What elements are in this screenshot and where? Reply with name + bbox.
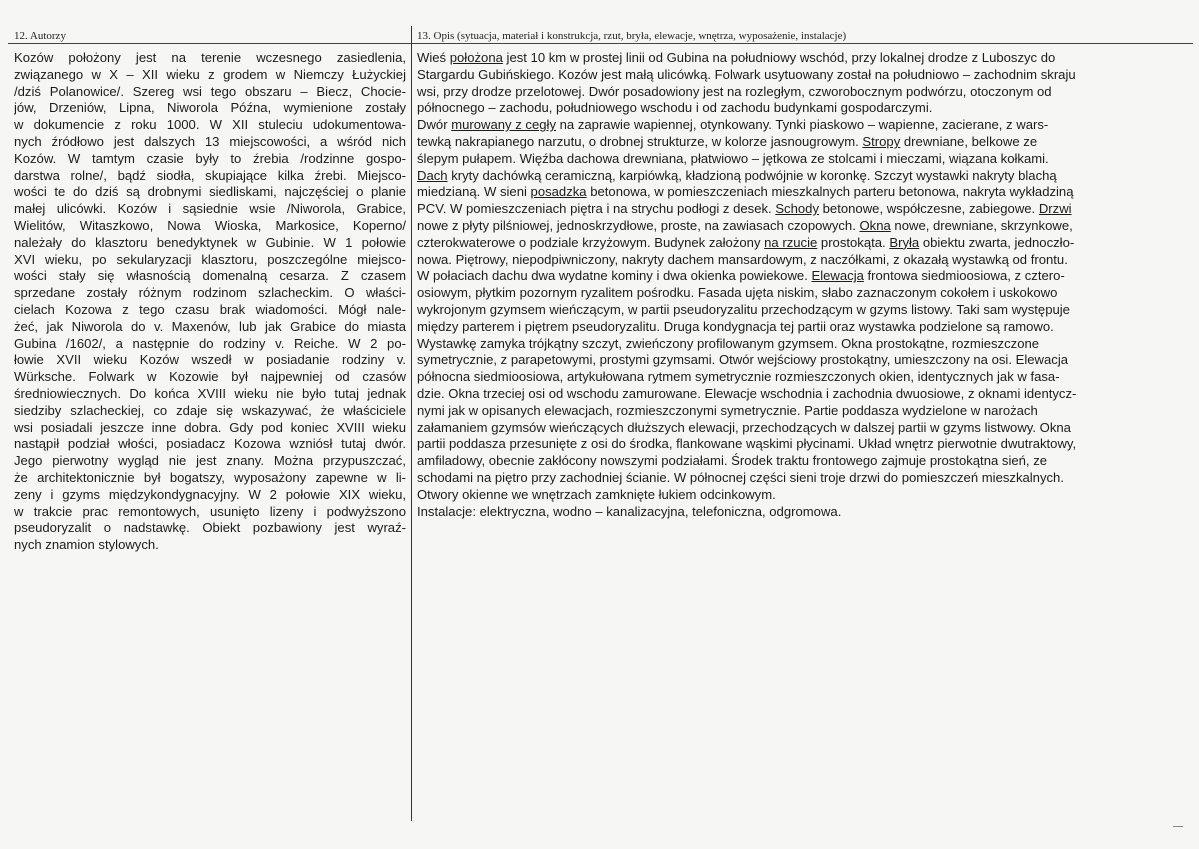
description-text-line — [417, 319, 1137, 336]
description-text-line — [417, 436, 1137, 453]
underlined-keyword: Schody — [775, 201, 820, 217]
header-rule — [8, 43, 1193, 44]
description-text-line — [417, 420, 1137, 437]
description-text-line — [417, 352, 1137, 369]
text-segment: symetrycznie, z parapetowymi, prostymi gzymsami. Otwór wejściowy prostokątny, umieszczony na osi. Elewacja — [417, 352, 1069, 368]
description-text-line — [417, 403, 1137, 420]
scan-mark — [1173, 826, 1183, 827]
text-segment: wykrojonym gzymsem wieńczącym, w partii pseudoryzalitu przechodzącym w gzyms listowy. Taki sam występuje — [417, 301, 1070, 317]
authors-text-line: związanego w X – XII wieku z grodem w Niemczy Łużyckiej — [14, 66, 406, 82]
description-text-line — [417, 252, 1137, 269]
text-segment: nowe z płyty pilśniowej, jednoskrzydłowe, proste, na zawiasach czopowych. — [417, 217, 860, 233]
text-segment: między parterem i piętrem pseudoryzalitu. Druga kondygnacja tej partii oraz wystawka podzielone są ramowo. — [417, 318, 1054, 334]
section-header-authors: 12. Autorzy — [14, 30, 66, 42]
text-segment: obiektu zwarta, jednoczło- — [919, 234, 1075, 250]
underlined-keyword: murowany z cegły — [451, 117, 556, 133]
text-segment: miedzianą. W sieni — [417, 184, 531, 200]
authors-text-line: w trakcie prac remontowych, usunięto lizeny i podwyższono — [14, 503, 406, 519]
authors-text-line: wości stały się własnością domenalną cesarza. Z czasem — [14, 268, 406, 284]
text-segment: frontowa siedmioosiowa, z cztero- — [863, 268, 1065, 284]
text-segment: ślepym pułapem. Więźba dachowa drewniana, płatwiowo – jętkowa ze stolcami i mieczami, wiązana kołkami. — [417, 150, 1049, 166]
text-segment: prostokąta. — [817, 234, 890, 250]
text-segment: Otwory okienne we wnętrzach zamknięte łukiem odcinkowym. — [417, 486, 776, 502]
description-text-line — [417, 302, 1137, 319]
authors-text-line: cielach Kozowa z tego czasu brak wiadomości. Mógł nale- — [14, 301, 406, 317]
authors-text-line: Wielitów, Witaszkowo, Nowa Wioska, Markosice, Koperno/ — [14, 217, 406, 233]
authors-text-line: jów, Drzeniów, Lipna, Niworola Późna, wymienione zostały — [14, 100, 406, 116]
description-text-line — [417, 67, 1137, 84]
description-text-line — [417, 201, 1137, 218]
text-segment: Stargardu Gubińskiego. Kozów jest małą ulicówką. Folwark usytuowany został na południowo – zachodnim skraju — [417, 66, 1076, 82]
underlined-keyword: na rzucie — [764, 234, 818, 250]
description-text-line — [417, 285, 1137, 302]
underlined-keyword: Dach — [417, 167, 448, 183]
authors-text-line: zeny i gzyms międzykondygnacyjny. W 2 połowie XIX wieku, — [14, 486, 406, 502]
description-text-line — [417, 117, 1137, 134]
text-segment: Wieś — [417, 50, 450, 65]
text-segment: jest 10 km w prostej linii od Gubina na południowy wschód, przy lokalnej drodze z Luboszyc do — [502, 50, 1056, 65]
authors-text-line: wości te do dziś są drobnymi siedliskami, najczęściej o planie — [14, 184, 406, 200]
text-segment: nowe, drewniane, skrzynkowe, — [890, 217, 1073, 233]
underlined-keyword: Bryła — [889, 234, 920, 250]
text-segment: betonowe, współczesne, zabiegowe. — [819, 201, 1039, 217]
authors-text-line: małej ulicówki. Kozów i sąsiednie wsie /Niworola, Grabice, — [14, 201, 406, 217]
text-segment: amfiladowy, obecnie zakłócony nowszymi podziałami. Środek traktu frontowego zajmuje prostokątna sień, ze — [417, 453, 1048, 469]
authors-text-line: pseudoryzalit o nadstawkę. Obiekt pozbawiony jest wyraź- — [14, 520, 406, 536]
text-segment: czterokwaterowe o podziale krzyżowym. Budynek założony — [417, 234, 765, 250]
authors-text-line: nastąpił podział włości, posiadacz Kozowa wzniósł tutaj dwór. — [14, 436, 406, 452]
text-segment: Instalacje: elektryczna, wodno – kanalizacyjna, telefoniczna, odgromowa. — [417, 503, 842, 519]
authors-text-line: wsi posiadali jeszcze inne dobra. Gdy pod koniec XVIII wieku — [14, 419, 406, 435]
authors-text-line: należały do klasztoru benedyktynek w Gubinie. W 1 połowie — [14, 234, 406, 250]
description-text-line — [417, 235, 1137, 252]
authors-text-column — [14, 50, 406, 554]
description-text-line — [417, 268, 1137, 285]
column-divider — [411, 26, 412, 821]
text-segment: osiowym, płytkim pozornym ryzalitem pośrodku. Fasada ujęta niskim, słabo zaznaczonym cokołem i uskokowo — [417, 285, 1058, 301]
description-text-line — [417, 134, 1137, 151]
section-header-description: 13. Opis (sytuacja, materiał i konstrukcja, rzut, bryła, elewacje, wnętrza, wyposażenie, instalacje) — [417, 30, 847, 42]
text-segment: dzie. Okna trzeciej osi od wschodu zamurowane. Elewacje wschodnia i zachodnia dwuosiowe, z oknami identycz- — [417, 385, 1077, 401]
text-segment: na zaprawie wapiennej, otynkowany. Tynki piaskowo – wapienne, zacierane, z wars- — [556, 117, 1049, 133]
text-segment: wsi, przy drodze przelotowej. Dwór posadowiony jest na rozległym, czworobocznym podwórzu, otoczonym od — [417, 83, 1052, 99]
authors-text-line: Gubina /1602/, a następnie do rodziny v. Reiche. W 2 po- — [14, 335, 406, 351]
description-text-line — [417, 470, 1137, 487]
description-text-line — [417, 336, 1137, 353]
authors-text-line: Kozów położony jest na terenie wczesnego zasiedlenia, — [14, 50, 406, 65]
underlined-keyword: Drzwi — [1038, 201, 1072, 217]
text-segment: północna siedmioosiowa, artykułowana rytmem symetrycznie rozmieszczonych okien, identycznych jak w fasa- — [417, 369, 1060, 385]
description-text-line — [417, 369, 1137, 386]
authors-text-line: nych znamion stylowych. — [14, 537, 159, 553]
authors-text-line: Kozów. W tamtym czasie były to źrebia /rodzinne gospo- — [14, 150, 406, 166]
description-text-line — [417, 84, 1137, 101]
authors-text-line: że architektonicznie był bogatszy, wyposażony zapewne w li- — [14, 469, 406, 485]
authors-text-line: darstwa rolne/, bądź siodła, skupiające kilka źrebi. Miejsco- — [14, 167, 406, 183]
authors-text-line: sprzedane zostały różnym rodzinom szlacheckim. O właści- — [14, 285, 406, 301]
description-text-line — [417, 504, 1137, 521]
underlined-keyword: posadzka — [530, 184, 587, 200]
description-text-line — [417, 453, 1137, 470]
underlined-keyword: Elewacja — [811, 268, 864, 284]
authors-text-line: /dziś Polanowice/. Szereg wsi tego obszaru – Biecz, Chocie- — [14, 83, 406, 99]
description-text-line — [417, 487, 1137, 504]
description-text-column — [417, 50, 1137, 520]
authors-text-line: XVI wieku, po sekularyzacji klasztoru, poszczególne miejsco- — [14, 251, 406, 267]
text-segment: Dwór — [417, 117, 452, 133]
authors-text-line: nych źródłowo jest dalszych 13 miejscowości, a wśród nich — [14, 133, 406, 149]
text-segment: Wystawkę zamyka trójkątny szczyt, zwieńczony profilowanym gzymsem. Okna prostokątne, rozmieszczone — [417, 335, 1040, 351]
authors-text-line: łowie XVII wieku Kozów wszedł w posiadanie rodziny v. — [14, 352, 406, 368]
authors-text-line: w dokumencie z roku 1000. W XII stuleciu udokumentowa- — [14, 117, 406, 133]
authors-text-line: siedziby szlacheckiej, co zdaje się wskazywać, że właściciele — [14, 402, 406, 418]
underlined-keyword: położona — [449, 50, 503, 65]
description-text-line — [417, 168, 1137, 185]
description-text-line — [417, 184, 1137, 201]
authors-text-line: Jego pierwotny wygląd nie jest znany. Można przypuszczać, — [14, 453, 406, 469]
authors-text-line: średniowiecznych. Do końca XVIII wieku nie było tutaj jednak — [14, 385, 406, 401]
text-segment: schodami na piętro przy zachodniej ścianie. W północnej części sieni troje drzwi do pomieszczeń mieszkalnych. — [417, 469, 1064, 485]
text-segment: PCV. W pomieszczeniach piętra i na strychu podłogi z desek. — [417, 201, 776, 217]
text-segment: nymi jak w opisanych elewacjach, rozmieszczonymi symetrycznie. Partie poddasza wydzielone w narożach — [417, 402, 1038, 418]
text-segment: betonowa, w pomieszczeniach mieszkalnych parteru betonowa, nakryta wykładziną — [586, 184, 1074, 200]
text-segment: północnego – zachodu, południowego wschodu i od zachodu budynkami gospodarczymi. — [417, 100, 933, 116]
description-text-line — [417, 218, 1137, 235]
description-text-line — [417, 100, 1137, 117]
text-segment: W połaciach dachu dwa wydatne kominy i dwa okienka powiekowe. — [417, 268, 812, 284]
text-segment: kryty dachówką ceramiczną, karpiówką, kładzioną podwójnie w koronkę. Szczyt wystawki nakryty blachą — [447, 167, 1057, 183]
text-segment: załamaniem gzymsów wieńczących dłuższych elewacji, przechodzących w dalszej partii w gzyms listwowy. Okna — [417, 419, 1071, 435]
authors-text-line: Würksche. Folwark w Kozowie był najpewniej od czasów — [14, 369, 406, 385]
text-segment: partii poddasza przesunięte z osi do środka, flankowane wąskimi płycinami. Układ wnętrz pierwotnie dwutraktowy, — [417, 436, 1077, 452]
text-segment: drewniane, belkowe ze — [900, 133, 1038, 149]
text-segment: tewką nakrapianego narzutu, o drobnej strukturze, w kolorze jasnougrowym. — [417, 133, 863, 149]
text-segment: nowa. Piętrowy, niepodpiwniczony, nakryty dachem mansardowym, z naczółkami, z okazałą wystawką od frontu. — [417, 251, 1068, 267]
underlined-keyword: Okna — [859, 217, 891, 233]
authors-text-line: żeć, jak Niworola do v. Maxenów, lub jak Grabice do miasta — [14, 318, 406, 334]
description-text-line — [417, 151, 1137, 168]
underlined-keyword: Stropy — [862, 133, 901, 149]
description-text-line — [417, 386, 1137, 403]
description-text-line — [417, 50, 1137, 67]
